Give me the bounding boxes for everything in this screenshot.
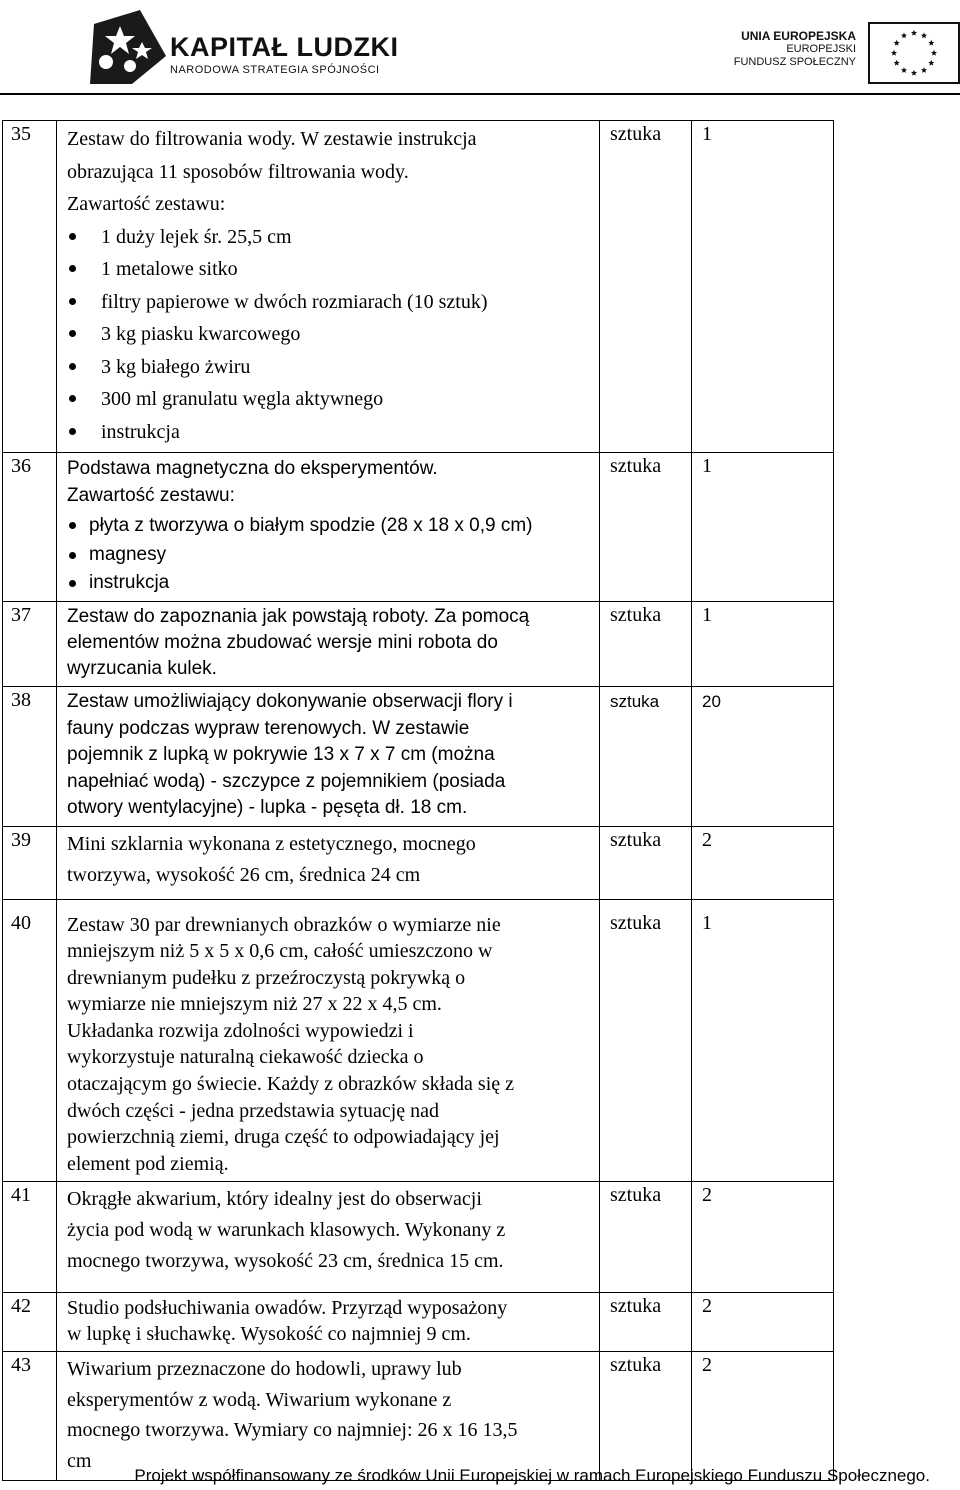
footer-text: Projekt współfinansowany ze środków Unii Europejskiej w ramach Europejskiego Funduszu Społecznego. <box>134 1466 930 1485</box>
table-row <box>3 1352 834 1481</box>
desc-line: cm <box>67 1449 92 1472</box>
row-description <box>57 687 600 827</box>
row-quantity: 1 <box>692 602 834 687</box>
desc-line: Wiwarium przeznaczone do hodowli, uprawy lub <box>67 1358 462 1381</box>
row-number: 41 <box>3 1182 57 1293</box>
list-item: 300 ml granulatu węgla aktywnego <box>67 383 591 416</box>
desc-line: otaczającym go świecie. Każdy z obrazków składa się z <box>67 1073 515 1096</box>
row-unit: sztuka <box>600 121 692 453</box>
eu-flag-icon <box>868 22 960 84</box>
desc-line: fauny podczas wypraw terenowych. W zestawie <box>67 717 470 739</box>
row-unit: sztuka <box>600 687 692 827</box>
row-unit: sztuka <box>600 1293 692 1352</box>
table-row <box>3 602 834 687</box>
row-description <box>57 899 600 1182</box>
desc-line: Zestaw 30 par drewnianych obrazków o wymiarze nie <box>67 913 501 936</box>
row-description <box>57 1352 600 1481</box>
eu-title: UNIA EUROPEJSKA <box>741 29 856 43</box>
table-row <box>3 687 834 827</box>
desc-line: Zawartość zestawu: <box>67 485 235 506</box>
row-number: 43 <box>3 1352 57 1481</box>
table-row <box>3 121 834 453</box>
row-unit: sztuka <box>600 1352 692 1481</box>
row-quantity: 1 <box>692 121 834 453</box>
row-number: 37 <box>3 602 57 687</box>
row-unit: sztuka <box>600 899 692 1182</box>
desc-line: dwóch części - jedna przedstawia sytuację nad <box>67 1099 440 1122</box>
kapital-ludzki-emblem-icon <box>80 6 170 86</box>
list-item: 1 duży lejek śr. 25,5 cm <box>67 221 591 254</box>
row-number: 36 <box>3 453 57 602</box>
contents-list <box>67 511 591 597</box>
desc-line: Zestaw do zapoznania jak powstają roboty. Za pomocą <box>67 606 530 627</box>
desc-line: mocnego tworzywa. Wymiary co najmniej: 26 x 16 13,5 <box>67 1419 518 1442</box>
desc-line: Zestaw umożliwiający dokonywanie obserwacji flory i <box>67 691 513 712</box>
program-subtitle: NARODOWA STRATEGIA SPÓJNOŚCI <box>170 64 380 76</box>
desc-line: wyrzucania kulek. <box>67 658 217 679</box>
desc-line: Zestaw do filtrowania wody. W zestawie instrukcja <box>67 128 477 150</box>
row-unit: sztuka <box>600 602 692 687</box>
table-row <box>3 899 834 1182</box>
row-number: 38 <box>3 687 57 827</box>
list-item: instrukcja <box>67 569 591 597</box>
desc-line: elementów można zbudować wersje mini robota do <box>67 632 498 653</box>
desc-line: mniejszym niż 5 x 5 x 0,6 cm, całość umieszczono w <box>67 940 493 963</box>
row-description <box>57 121 600 453</box>
list-item: filtry papierowe w dwóch rozmiarach (10 sztuk) <box>67 286 591 319</box>
row-number: 40 <box>3 899 57 1182</box>
desc-line: tworzywa, wysokość 26 cm, średnica 24 cm <box>67 863 421 886</box>
row-quantity: 1 <box>692 453 834 602</box>
desc-line: element pod ziemią. <box>67 1152 229 1175</box>
table-row <box>3 826 834 899</box>
table-row <box>3 1182 834 1293</box>
row-quantity: 20 <box>692 687 834 827</box>
row-unit: sztuka <box>600 1182 692 1293</box>
row-description <box>57 453 600 602</box>
list-item: instrukcja <box>67 416 591 449</box>
desc-line: otwory wentylacyjne) - lupka - pęsęta dł. 18 cm. <box>67 797 468 818</box>
desc-line: mocnego tworzywa, wysokość 23 cm, średnica 15 cm. <box>67 1250 504 1273</box>
row-unit: sztuka <box>600 453 692 602</box>
desc-line: powierzchnią ziemi, druga część to odpowiadający jej <box>67 1126 500 1149</box>
list-item: płyta z tworzywa o białym spodzie (28 x 18 x 0,9 cm) <box>67 511 591 541</box>
desc-line: Zawartość zestawu: <box>67 193 226 215</box>
header-divider <box>0 93 960 95</box>
desc-line: drewnianym pudełku z przeźroczystą pokrywką o <box>67 966 466 989</box>
eu-fund-line2: FUNDUSZ SPOŁECZNY <box>733 56 856 68</box>
desc-line: Studio podsłuchiwania owadów. Przyrząd wyposażony <box>67 1297 508 1320</box>
list-item: 1 metalowe sitko <box>67 253 591 286</box>
row-description <box>57 826 600 899</box>
desc-line: Mini szklarnia wykonana z estetycznego, mocnego <box>67 832 476 855</box>
row-quantity: 2 <box>692 1182 834 1293</box>
page-footer <box>0 1466 960 1486</box>
desc-line: eksperymentów z wodą. Wiwarium wykonane z <box>67 1388 452 1411</box>
row-quantity: 1 <box>692 899 834 1182</box>
desc-line: Podstawa magnetyczna do eksperymentów. <box>67 458 438 479</box>
row-description <box>57 602 600 687</box>
list-item: 3 kg białego żwiru <box>67 351 591 384</box>
table-row <box>3 1293 834 1352</box>
desc-line: pojemnik z lupką w pokrywie 13 x 7 x 7 cm (można <box>67 744 495 765</box>
items-table <box>2 120 834 1481</box>
desc-line: życia pod wodą w warunkach klasowych. Wykonany z <box>67 1219 506 1242</box>
row-number: 35 <box>3 121 57 453</box>
row-number: 39 <box>3 826 57 899</box>
list-item: magnesy <box>67 541 591 569</box>
row-quantity: 2 <box>692 1293 834 1352</box>
desc-line: wykorzystuje naturalną ciekawość dziecka o <box>67 1046 424 1069</box>
row-description <box>57 1182 600 1293</box>
desc-line: obrazująca 11 sposobów filtrowania wody. <box>67 160 409 183</box>
row-unit: sztuka <box>600 826 692 899</box>
row-description <box>57 1293 600 1352</box>
program-title: KAPITAŁ LUDZKI <box>170 32 399 62</box>
row-quantity: 2 <box>692 826 834 899</box>
desc-line: Układanka rozwija zdolności wypowiedzi i <box>67 1019 414 1042</box>
list-item: 3 kg piasku kwarcowego <box>67 318 591 351</box>
table-row <box>3 453 834 602</box>
desc-line: wymiarze nie mniejszym niż 27 x 22 x 4,5 cm. <box>67 993 442 1016</box>
contents-list <box>67 221 591 449</box>
desc-line: Okrągłe akwarium, który idealny jest do obserwacji <box>67 1188 482 1211</box>
eu-fund-line1: EUROPEJSKI <box>786 43 856 55</box>
desc-line: w lupkę i słuchawkę. Wysokość co najmniej 9 cm. <box>67 1323 471 1346</box>
desc-line: napełniać wodą) - szczypce z pojemnikiem (posiada <box>67 770 506 792</box>
row-quantity: 2 <box>692 1352 834 1481</box>
row-number: 42 <box>3 1293 57 1352</box>
